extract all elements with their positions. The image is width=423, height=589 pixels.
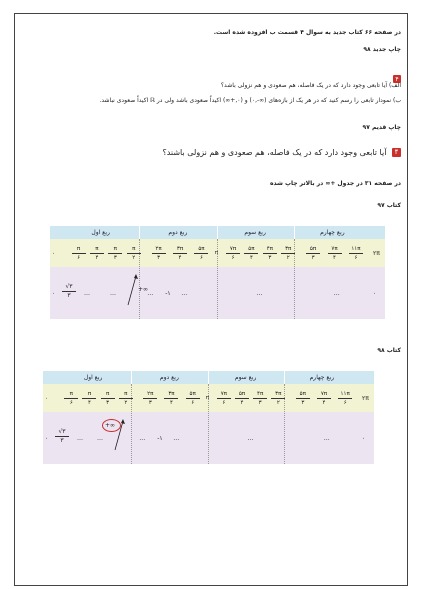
value-dots: … [247, 435, 254, 442]
angle-numerator: ۵π [189, 391, 196, 397]
sqrt-denominator: ۳ [67, 292, 71, 299]
book98-label: کتاب ۹۸ [377, 347, 401, 354]
angle-numerator: ۳π [275, 391, 282, 397]
angle-two-pi: ۲π [362, 395, 369, 402]
value-dots: … [147, 290, 154, 297]
angle-denominator: ۲ [276, 400, 280, 406]
fraction-bar [143, 398, 157, 399]
angle-numerator: π [95, 246, 99, 252]
sqrt-denominator: ۳ [60, 437, 64, 444]
quarter-header-cell: ربع سوم [244, 229, 266, 236]
quarter-header-separator [131, 371, 132, 384]
fraction-bar [173, 253, 187, 254]
angle-numerator: ۷π [331, 246, 338, 252]
angle-label [317, 391, 331, 406]
value-dots: … [110, 290, 116, 297]
angle-denominator: ۶ [231, 255, 235, 261]
value-plus-infinity: +∞ [138, 286, 149, 293]
value-plus-infinity: +∞ [105, 422, 116, 429]
fraction-bar [338, 398, 352, 399]
question-number: ۴ [393, 75, 401, 83]
angle-denominator: ۴ [178, 255, 182, 261]
old-question [162, 148, 401, 157]
quarter-header-separator [294, 226, 295, 239]
value-dots: … [323, 435, 330, 442]
angle-numerator: ۱۱π [351, 246, 361, 252]
old-print-heading: چاپ قدیم ۹۷ [362, 124, 401, 131]
value-dots: … [333, 290, 340, 297]
value-minus-one: -۱ [165, 290, 171, 297]
value-sqrt3-over-3 [55, 429, 69, 444]
angle-denominator: ۴ [95, 255, 99, 261]
angle-numerator: ۲π [155, 246, 162, 252]
fraction-bar [82, 398, 96, 399]
angle-label [186, 391, 200, 406]
angle-zero: ۰ [52, 250, 56, 257]
value-dots: … [77, 435, 83, 442]
angle-numerator: ۴π [257, 391, 264, 397]
highlight-circle [102, 419, 121, 432]
angle-label [263, 246, 277, 261]
fraction-bar [328, 253, 342, 254]
quarter-header-cell: ربع دوم [168, 229, 188, 236]
fraction-bar [244, 253, 258, 254]
quarter-header-separator [139, 226, 140, 239]
angle-label [72, 246, 86, 261]
angle-denominator: ۶ [191, 400, 195, 406]
angle-denominator: ۳ [301, 400, 305, 406]
value-dots: … [173, 435, 180, 442]
fraction-bar [253, 398, 267, 399]
angle-denominator: ۴ [333, 255, 336, 261]
value-dots: … [181, 290, 188, 297]
angle-denominator: ۶ [354, 255, 358, 261]
question-part-a: الف) آیا تابعی وجود دارد که در یک فاصله، هم صعودی و هم نزولی باشد؟ [220, 82, 401, 89]
fraction-bar [306, 253, 320, 254]
value-zero: ۰ [52, 290, 56, 297]
angle-numerator: π [105, 391, 110, 397]
sqrt-numerator: √۳ [65, 283, 73, 290]
angle-numerator: ۲π [147, 391, 154, 397]
angle-label [152, 246, 166, 261]
angle-numerator: ۵π [198, 246, 205, 252]
angle-label [108, 246, 122, 261]
angle-denominator: ۴ [88, 400, 91, 406]
column-separator [205, 384, 210, 464]
angle-zero: ۰ [45, 395, 49, 402]
quarter-header-cell: ربع دوم [159, 374, 179, 381]
fraction-bar [101, 398, 115, 399]
angle-numerator: π [124, 391, 128, 397]
new-print-heading: چاپ جدید ۹۸ [363, 46, 401, 53]
value-dots: … [97, 435, 103, 442]
angle-denominator: ۳ [258, 400, 262, 406]
angle-label [226, 246, 240, 261]
fraction-bar [64, 398, 78, 399]
angle-denominator: ۶ [222, 400, 226, 406]
angle-numerator: π [76, 246, 81, 252]
quarter-header-separator [217, 226, 218, 239]
quarter-header-separator [284, 371, 285, 384]
angle-label [244, 246, 258, 261]
quarter-header-cell: ربع اول [91, 229, 110, 236]
angle-denominator: ۳ [311, 255, 315, 261]
fraction-bar [226, 253, 240, 254]
angle-denominator: ۳ [157, 255, 161, 261]
angle-numerator: π [214, 250, 219, 256]
value-sqrt3-over-3 [62, 284, 76, 299]
fraction-bar [235, 398, 249, 399]
value-dots: … [256, 290, 263, 297]
fraction-bar [164, 398, 178, 399]
intro-line: در صفحه ۶۶ کتاب جدید به سوال ۴ قسمت ب افزوده شده است. [213, 29, 401, 36]
angle-numerator: ۳π [168, 391, 175, 397]
angle-denominator: ۳ [106, 400, 110, 406]
angle-denominator: ۳ [148, 400, 152, 406]
old-question-text: آیا تابعی وجود دارد که در یک فاصله، هم صعودی و هم نزولی باشند؟ [162, 148, 387, 157]
old-question-number: ۴ [392, 148, 401, 157]
angle-denominator: ۲ [286, 255, 290, 261]
angle-label [82, 391, 96, 406]
angle-numerator: ۷π [229, 246, 237, 252]
angle-label [235, 391, 249, 406]
fraction-bar [317, 398, 331, 399]
column-separator [294, 239, 295, 319]
angle-numerator: ۳π [176, 246, 184, 252]
angle-denominator: ۴ [240, 400, 244, 406]
angle-denominator: ۳ [113, 255, 117, 261]
value-dots: … [84, 290, 90, 297]
value-minus-one: -۱ [157, 435, 163, 442]
question-part-b: ب) نمودار تابعی را رسم کنید که در هر یک از بازه‌های (∞-,۰) و (۰,+∞) اکیداً صعودی باشد ولی در ℝ اکیداً صعودی نباشد. [99, 97, 401, 104]
angle-label [90, 246, 104, 261]
angle-numerator: ۱۱π [340, 391, 350, 397]
angle-numerator: ۷π [220, 391, 227, 397]
fraction-bar [108, 253, 122, 254]
quarter-header-cell: ربع چهارم [320, 229, 345, 236]
angle-numerator: π [69, 391, 73, 397]
angle-two-pi: ۲π [373, 250, 380, 257]
value-zero-end: ۰ [373, 290, 377, 297]
book97-label: کتاب ۹۷ [377, 202, 401, 209]
angle-denominator: ۶ [343, 400, 347, 406]
column-separator [131, 384, 132, 464]
angle-label [143, 391, 157, 406]
angle-label [253, 391, 267, 406]
angle-denominator: ۶ [199, 255, 203, 261]
angle-denominator: ۳ [268, 255, 272, 261]
angle-label [296, 391, 310, 406]
value-zero: ۰ [45, 435, 49, 442]
angle-denominator: ۶ [77, 255, 81, 261]
sqrt-numerator: √۳ [58, 428, 66, 435]
angle-numerator: ۷π [320, 391, 328, 397]
fraction-bar [296, 398, 310, 399]
angle-label [194, 246, 208, 261]
fraction-bar [349, 253, 363, 254]
angle-label [328, 246, 342, 261]
quarter-header-cell: ربع سوم [234, 374, 257, 381]
quarter-header-cell: ربع چهارم [309, 374, 335, 381]
angle-numerator: π [132, 246, 136, 252]
fraction-bar [263, 253, 277, 254]
angle-numerator: ۵π [238, 391, 246, 397]
angle-denominator: ۴ [322, 400, 326, 406]
angle-numerator: ۴π [266, 246, 273, 252]
angle-numerator: π [113, 246, 117, 252]
angle-label [306, 246, 320, 261]
quarter-header-separator [208, 371, 209, 384]
fraction-bar [186, 398, 200, 399]
angle-numerator: ۵π [299, 391, 306, 397]
value-dots: … [139, 435, 146, 442]
angle-label [64, 391, 78, 406]
fraction-bar [194, 253, 208, 254]
angle-denominator: ۶ [69, 400, 73, 406]
fraction-bar [72, 253, 86, 254]
angle-numerator: ۳π [285, 246, 292, 252]
angle-label [101, 391, 115, 406]
angle-denominator: ۴ [170, 400, 173, 406]
table-97 [50, 226, 385, 329]
table-note: در صفحه ۳۱ در جدول +∞ در بالاتر چاپ شده [269, 180, 401, 187]
angle-numerator: π [205, 395, 210, 401]
angle-label [164, 391, 178, 406]
angle-numerator: ۵π [248, 246, 255, 252]
quarter-header-cell: ربع اول [83, 374, 103, 381]
angle-denominator: ۴ [249, 255, 253, 261]
angle-label [338, 391, 352, 406]
angle-numerator: π [87, 391, 92, 397]
fraction-bar [152, 253, 166, 254]
angle-label [217, 391, 231, 406]
angle-denominator: ۲ [124, 400, 128, 406]
angle-numerator: ۵π [309, 246, 317, 252]
column-separator [214, 239, 219, 319]
table-98 [43, 371, 374, 474]
fraction-bar [217, 398, 231, 399]
value-zero-end: ۰ [362, 435, 366, 442]
fraction-bar [90, 253, 104, 254]
angle-denominator: ۲ [132, 255, 136, 261]
angle-label [349, 246, 363, 261]
column-separator [284, 384, 285, 464]
angle-label [173, 246, 187, 261]
